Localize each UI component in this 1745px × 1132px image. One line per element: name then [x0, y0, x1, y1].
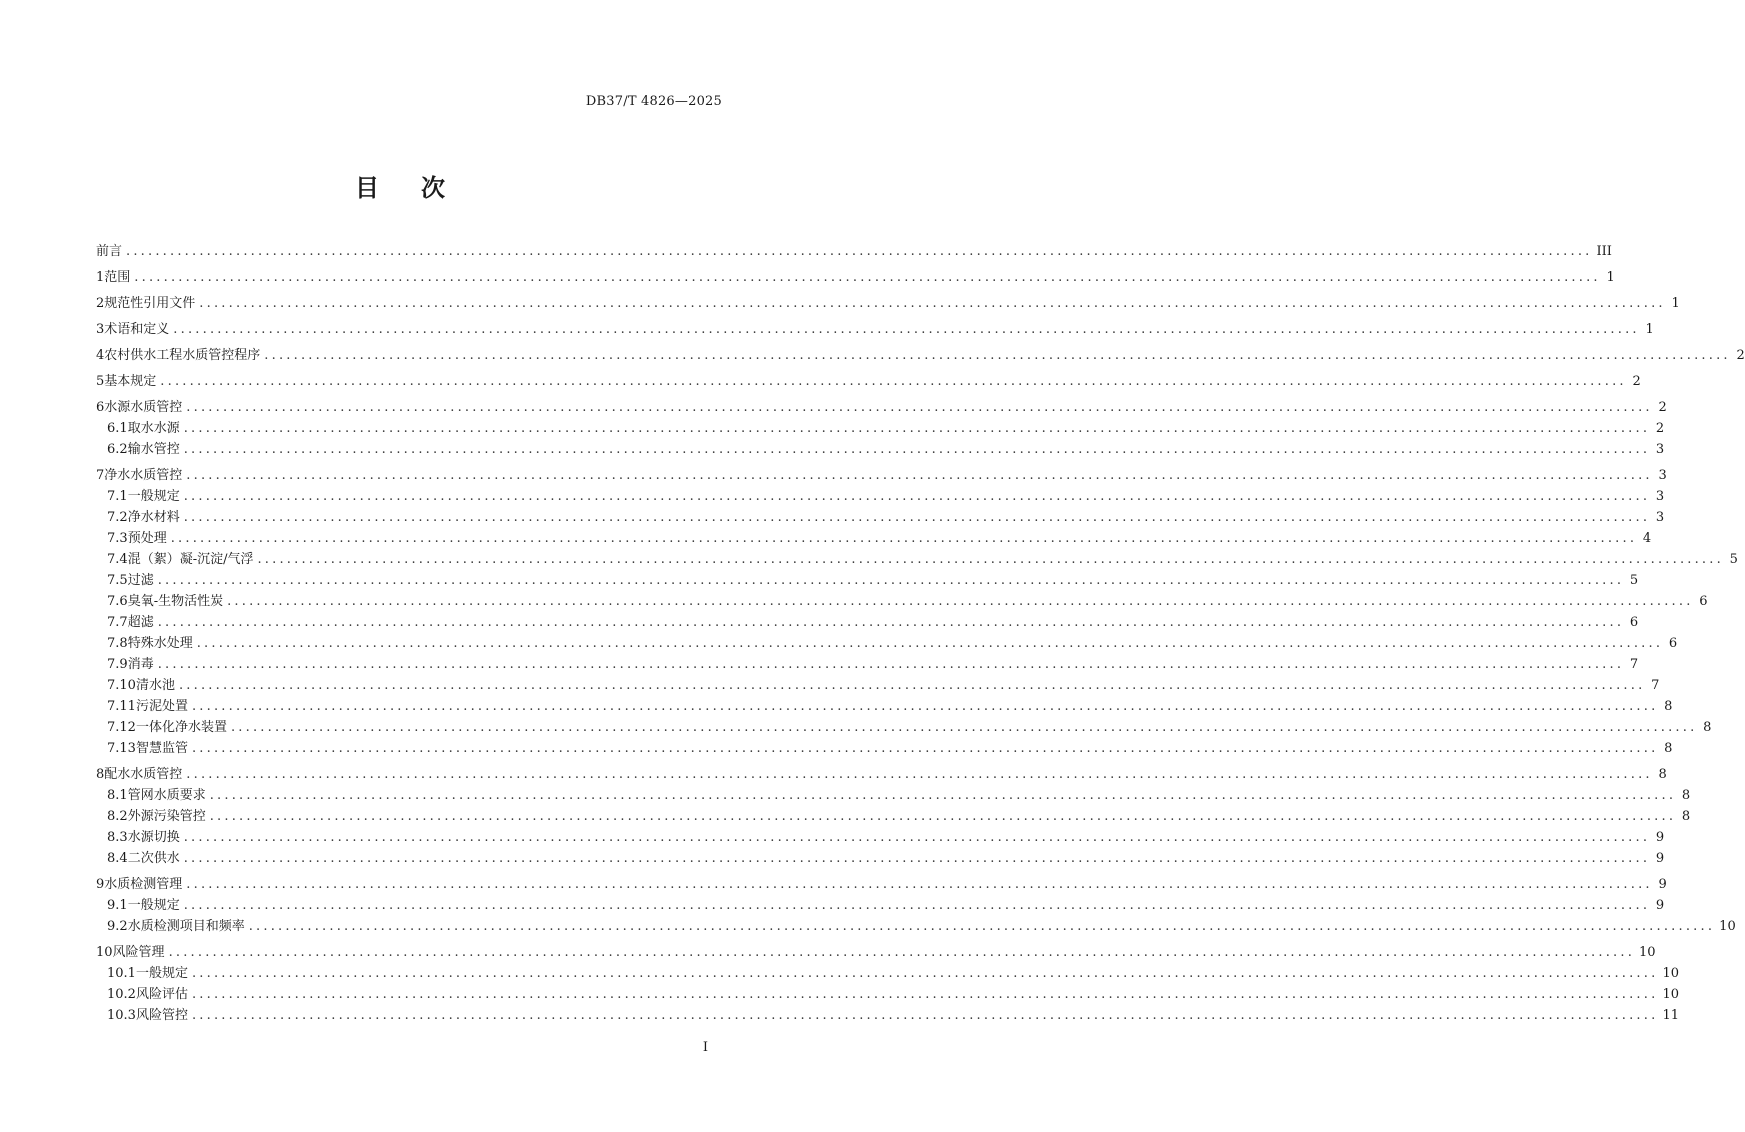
toc-entry-number: 7.13 [107, 741, 136, 756]
toc-entry-label: 二次供水 [127, 851, 180, 866]
toc-dot-leader: ........................................................................................................................................................................................................ [157, 573, 1625, 588]
toc-entry-label: 取水水源 [127, 421, 180, 436]
toc-entry-page: 1 [1671, 296, 1680, 311]
toc-entry-page: 9 [1655, 851, 1665, 866]
toc-entry-number: 3 [96, 322, 105, 337]
toc-entry-label: 前言 [96, 244, 123, 259]
toc-entry-number: 7.2 [107, 510, 128, 525]
toc-entry-page: 2 [1658, 400, 1667, 415]
toc-entry[interactable] [96, 848, 1665, 869]
toc-entry-page: 7 [1651, 678, 1660, 693]
toc-entry-label: 一体化净水装置 [135, 720, 227, 735]
toc-entry-number: 9.1 [107, 898, 128, 913]
toc-dot-leader: ........................................................................................................................................................................................................ [160, 374, 1627, 389]
toc-entry-number: 9.2 [107, 919, 128, 934]
toc-dot-leader: ........................................................................................................................................................................................................ [209, 788, 1677, 803]
toc-entry[interactable] [96, 397, 1667, 418]
toc-entry-label: 一般规定 [127, 898, 180, 913]
toc-entry-page: 5 [1729, 552, 1738, 567]
toc-dot-leader: ........................................................................................................................................................................................................ [248, 919, 1716, 934]
toc-dot-leader: ........................................................................................................................................................................................................ [183, 898, 1651, 913]
title-char-1: 目 [355, 174, 379, 202]
toc-entry[interactable] [96, 696, 1673, 717]
toc-entry-number: 7.4 [107, 552, 128, 567]
toc-entry[interactable] [96, 1005, 1679, 1026]
toc-dot-leader: ........................................................................................................................................................................................................ [227, 594, 1694, 609]
toc-entry[interactable] [96, 963, 1679, 984]
toc-entry[interactable] [96, 717, 1712, 738]
toc-entry[interactable] [96, 764, 1667, 785]
toc-entry-number: 4 [96, 348, 105, 363]
toc-entry-number: 8.3 [107, 830, 128, 845]
toc-entry-label: 一般规定 [135, 966, 188, 981]
toc-entry-label: 智慧监管 [135, 741, 188, 756]
toc-entry-page: 3 [1658, 468, 1667, 483]
toc-entry-label: 输水管控 [127, 442, 180, 457]
toc-entry-label: 管网水质要求 [127, 788, 206, 803]
toc-entry-label: 消毒 [127, 657, 154, 672]
toc-entry[interactable] [96, 465, 1667, 486]
toc-dot-leader: ........................................................................................................................................................................................................ [170, 531, 1638, 546]
toc-entry-number: 7.12 [107, 720, 136, 735]
toc-entry-page: 3 [1655, 510, 1665, 525]
toc-entry-page: 8 [1681, 788, 1691, 803]
toc-dot-leader: ........................................................................................................................................................................................................ [264, 348, 1731, 363]
toc-entry-page: 3 [1655, 442, 1665, 457]
toc-dot-leader: ........................................................................................................................................................................................................ [209, 809, 1677, 824]
toc-entry-page: 6 [1629, 615, 1639, 630]
toc-dot-leader: ........................................................................................................................................................................................................ [134, 270, 1601, 285]
toc-entry-page: 1 [1645, 322, 1654, 337]
toc-entry[interactable] [96, 528, 1652, 549]
toc-entry[interactable] [96, 675, 1660, 696]
toc-entry-page: 4 [1642, 531, 1652, 546]
toc-entry[interactable] [96, 785, 1691, 806]
toc-entry-page: 10 [1719, 919, 1736, 934]
toc-entry-number: 8 [96, 767, 105, 782]
toc-dot-leader: ........................................................................................................................................................................................................ [230, 720, 1698, 735]
toc-dot-leader: ........................................................................................................................................................................................................ [183, 489, 1651, 504]
toc-entry[interactable] [96, 507, 1665, 528]
toc-entry-page: 9 [1655, 830, 1665, 845]
toc-entry[interactable] [96, 942, 1656, 963]
toc-dot-leader: ........................................................................................................................................................................................................ [186, 400, 1653, 415]
toc-entry[interactable] [96, 486, 1665, 507]
toc-entry[interactable] [96, 371, 1641, 392]
toc-dot-leader: ........................................................................................................................................................................................................ [199, 296, 1666, 311]
toc-entry-number: 10.2 [107, 987, 136, 1002]
toc-entry-label: 风险管理 [112, 945, 165, 960]
toc-entry[interactable] [96, 293, 1680, 314]
toc-entry-label: 外源污染管控 [127, 809, 206, 824]
toc-dot-leader: ........................................................................................................................................................................................................ [168, 945, 1636, 960]
toc-entry-number: 6.1 [107, 421, 128, 436]
toc-entry[interactable] [96, 612, 1639, 633]
toc-dot-leader: ........................................................................................................................................................................................................ [183, 830, 1651, 845]
toc-entry[interactable] [96, 241, 1612, 262]
toc-dot-leader: ........................................................................................................................................................................................................ [173, 322, 1640, 337]
toc-entry-number: 7.8 [107, 636, 128, 651]
toc-entry-page: 8 [1681, 809, 1691, 824]
toc-entry-label: 基本规定 [104, 374, 157, 389]
toc-entry-label: 水质检测项目和频率 [127, 919, 245, 934]
toc-entry[interactable] [96, 738, 1673, 759]
toc-entry-number: 7.7 [107, 615, 128, 630]
title-char-2: 次 [421, 174, 445, 202]
toc-entry-label: 风险管控 [135, 1008, 188, 1023]
toc-entry-page: 9 [1658, 877, 1667, 892]
toc-entry-page: 10 [1639, 945, 1656, 960]
toc-entry-label: 污泥处置 [135, 699, 188, 714]
toc-dot-leader: ........................................................................................................................................................................................................ [157, 657, 1625, 672]
toc-entry[interactable] [96, 916, 1736, 937]
toc-dot-leader: ........................................................................................................................................................................................................ [191, 699, 1659, 714]
toc-entry-number: 10.3 [107, 1008, 136, 1023]
toc-entry-label: 水源水质管控 [104, 400, 183, 415]
toc-entry[interactable] [96, 570, 1639, 591]
toc-entry-number: 8.4 [107, 851, 128, 866]
toc-entry-label: 术语和定义 [104, 322, 170, 337]
toc-entry-page: 8 [1703, 720, 1712, 735]
toc-entry-page: 8 [1658, 767, 1667, 782]
toc-dot-leader: ........................................................................................................................................................................................................ [186, 877, 1653, 892]
toc-entry-page: 6 [1699, 594, 1708, 609]
toc-entry-number: 7.1 [107, 489, 128, 504]
toc-entry-label: 超滤 [127, 615, 154, 630]
toc-entry[interactable] [96, 895, 1665, 916]
toc-dot-leader: ........................................................................................................................................................................................................ [183, 421, 1651, 436]
toc-entry-page: 10 [1662, 987, 1679, 1002]
toc-entry[interactable] [96, 591, 1708, 612]
toc-entry-number: 8.1 [107, 788, 128, 803]
toc-entry-number: 7.11 [107, 699, 136, 714]
toc-entry-label: 清水池 [135, 678, 175, 693]
toc-dot-leader: ........................................................................................................................................................................................................ [183, 510, 1651, 525]
toc-entry[interactable] [96, 806, 1691, 827]
toc-entry-number: 6 [96, 400, 105, 415]
toc-entry-label: 预处理 [127, 531, 167, 546]
toc-dot-leader: ........................................................................................................................................................................................................ [186, 767, 1653, 782]
toc-entry-number: 7 [96, 468, 105, 483]
toc-entry-number: 7.3 [107, 531, 128, 546]
page-title [0, 168, 800, 203]
toc-entry[interactable] [96, 654, 1639, 675]
toc-dot-leader: ........................................................................................................................................................................................................ [196, 636, 1664, 651]
document-code: DB37/T 4826—2025 [585, 94, 722, 109]
toc-entry-number: 7.10 [107, 678, 136, 693]
toc-entry-page: 2 [1632, 374, 1641, 389]
toc-entry[interactable] [96, 319, 1654, 340]
toc-entry-page: 2 [1736, 348, 1745, 363]
toc-dot-leader: ........................................................................................................................................................................................................ [178, 678, 1646, 693]
toc-entry-label: 农村供水工程水质管控程序 [104, 348, 261, 363]
toc-entry-label: 风险评估 [135, 987, 188, 1002]
toc-entry-page: 9 [1655, 898, 1665, 913]
toc-entry[interactable] [96, 418, 1665, 439]
toc-dot-leader: ........................................................................................................................................................................................................ [157, 615, 1625, 630]
toc-entry-number: 2 [96, 296, 105, 311]
toc-entry-number: 1 [96, 270, 105, 285]
toc-entry[interactable] [96, 267, 1615, 288]
toc-entry-number: 9 [96, 877, 105, 892]
toc-entry-page: 11 [1662, 1008, 1679, 1023]
toc-entry[interactable] [96, 874, 1667, 895]
toc-entry-number: 8.2 [107, 809, 128, 824]
toc-entry-label: 臭氧-生物活性炭 [127, 594, 224, 609]
toc-entry-label: 范围 [104, 270, 131, 285]
toc-entry-number: 10.1 [107, 966, 136, 981]
toc-entry-number: 7.9 [107, 657, 128, 672]
toc-entry-label: 净水水质管控 [104, 468, 183, 483]
footer-page-number: I [702, 1040, 708, 1055]
toc-entry-page: 2 [1655, 421, 1665, 436]
toc-entry[interactable] [96, 633, 1678, 654]
toc-entry-page: III [1596, 244, 1612, 259]
toc-entry[interactable] [96, 549, 1738, 570]
toc-entry-label: 净水材料 [127, 510, 180, 525]
toc-entry-page: 8 [1664, 741, 1673, 756]
toc-entry-label: 特殊水处理 [127, 636, 193, 651]
toc-dot-leader: ........................................................................................................................................................................................................ [186, 468, 1653, 483]
toc-entry-number: 5 [96, 374, 105, 389]
toc-entry[interactable] [96, 827, 1665, 848]
toc-entry-number: 10 [96, 945, 113, 960]
toc-entry[interactable] [96, 345, 1745, 366]
toc-entry-label: 水源切换 [127, 830, 180, 845]
toc-entry-label: 混（絮）凝-沉淀/气浮 [127, 552, 254, 567]
toc-entry-label: 配水水质管控 [104, 767, 183, 782]
toc-entry-page: 10 [1662, 966, 1679, 981]
toc-entry-label: 水质检测管理 [104, 877, 183, 892]
toc-entry-number: 7.5 [107, 573, 128, 588]
toc-entry-number: 7.6 [107, 594, 128, 609]
toc-entry-page: 1 [1606, 270, 1615, 285]
toc-entry-page: 7 [1629, 657, 1639, 672]
toc-entry-label: 一般规定 [127, 489, 180, 504]
toc-dot-leader: ........................................................................................................................................................................................................ [183, 851, 1651, 866]
toc-dot-leader: ........................................................................................................................................................................................................ [126, 244, 1593, 259]
toc-dot-leader: ........................................................................................................................................................................................................ [191, 1008, 1659, 1023]
toc-entry[interactable] [96, 439, 1665, 460]
toc-entry[interactable] [96, 984, 1679, 1005]
toc-entry-label: 过滤 [127, 573, 154, 588]
toc-dot-leader: ........................................................................................................................................................................................................ [183, 442, 1651, 457]
toc-dot-leader: ........................................................................................................................................................................................................ [191, 741, 1659, 756]
toc-entry-number: 6.2 [107, 442, 128, 457]
toc-entry-page: 5 [1629, 573, 1639, 588]
toc-entry-label: 规范性引用文件 [104, 296, 196, 311]
table-of-contents [96, 241, 1745, 1026]
toc-dot-leader: ........................................................................................................................................................................................................ [191, 966, 1659, 981]
toc-dot-leader: ........................................................................................................................................................................................................ [257, 552, 1724, 567]
toc-entry-page: 6 [1668, 636, 1678, 651]
toc-entry-page: 8 [1664, 699, 1673, 714]
toc-entry-page: 3 [1655, 489, 1665, 504]
toc-dot-leader: ........................................................................................................................................................................................................ [191, 987, 1659, 1002]
